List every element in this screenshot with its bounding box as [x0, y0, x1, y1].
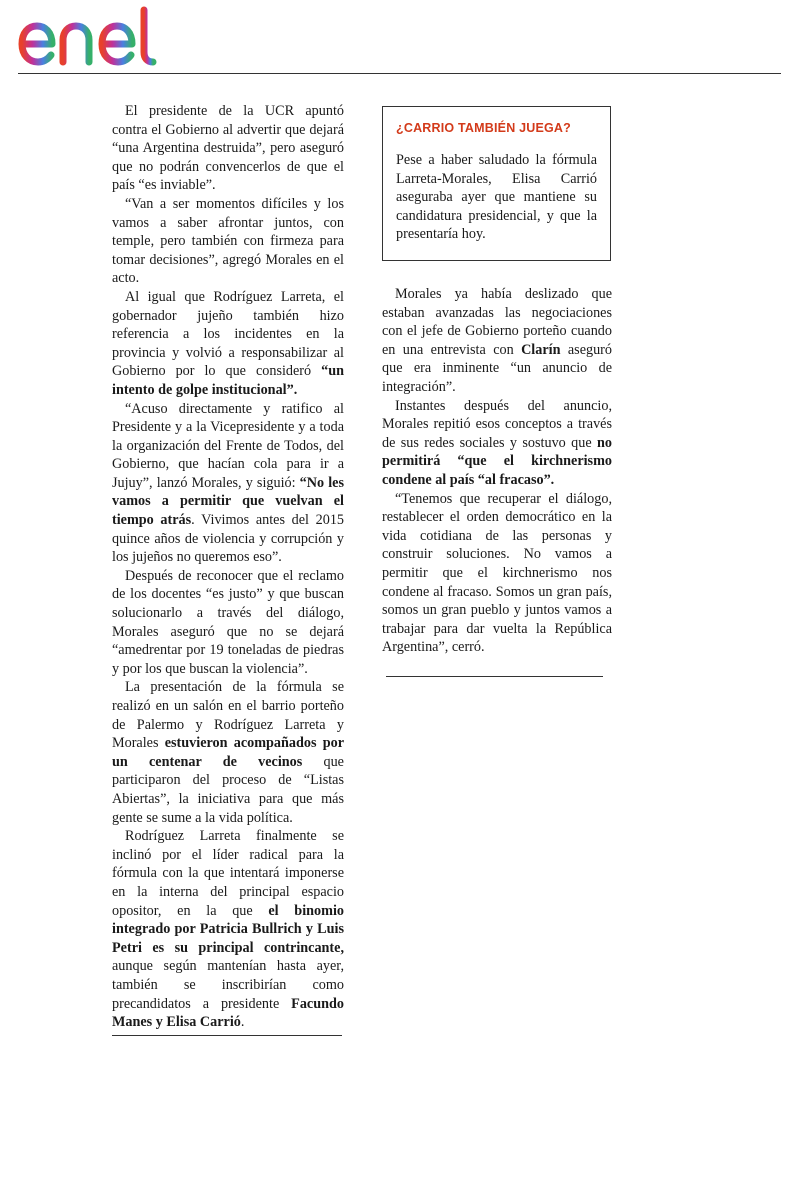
text-run: aunque según mantenían hasta ayer, también se inscribirían como precandidatos a presidente	[112, 958, 344, 1012]
text-run: El presidente de la UCR apuntó contra el Gobierno al advertir que dejará “una Argentina destruida”, pero aseguró que no podrán convencerlos de que el país “es inviable”.	[112, 103, 344, 194]
bold-text: el binomio integrado por Patricia Bullrich y Luis Petri es su principal contrincante,	[112, 902, 344, 956]
text-run: “Tenemos que recuperar el diálogo, restablecer el orden democrático en la vida cotidiana de las personas y construir soluciones. No vamos a permitir que el kirchnerismo nos condene al fracaso. Somos un gran país, somos un gran pueblo y juntos vamos a trabajar para dar vuelta la República Argentina”, cerró.	[382, 490, 612, 656]
bold-text: estuvieron acompañados por un centenar de vecinos	[112, 735, 344, 770]
article-paragraph	[112, 195, 344, 288]
text-run: . Vivimos antes del 2015 quince años de violencia y corrupción y los jujeños no queremos eso”.	[112, 512, 345, 566]
sidebar-title: ¿CARRIO TAMBIÉN JUEGA?	[396, 121, 571, 135]
sidebar-body: Pese a haber saludado la fórmula Larreta-Morales, Elisa Carrió aseguraba ayer que mantiene su candidatura presidencial, y que la presentaría hoy.	[396, 152, 597, 243]
article-paragraph	[382, 397, 612, 490]
sidebar-box	[382, 106, 611, 261]
header-divider	[18, 73, 781, 74]
bold-text: Clarín	[521, 341, 561, 358]
article-paragraph	[112, 567, 344, 679]
bold-text: no permitirá “que el kirchnerismo condene al país “al fracaso”.	[382, 434, 612, 488]
text-run: Morales ya había deslizado que estaban avanzadas las negociaciones con el jefe de Gobierno porteño cuando en una entrevista con	[382, 286, 612, 358]
text-run: “Acuso directamente y ratifico al Presidente y a la Vicepresidente y a toda la organización del Frente de Todos, del Gobierno, que hacían cola para ir a Jujuy”, lanzó Morales, y siguió:	[112, 400, 344, 491]
article-paragraph	[382, 285, 612, 397]
article-column-right	[382, 285, 612, 657]
text-run: Instantes después del anuncio, Morales repitió esos conceptos a través de sus redes sociales y sostuvo que	[382, 397, 612, 451]
article-paragraph	[112, 102, 344, 195]
article-paragraph	[112, 288, 344, 400]
enel-logo	[18, 6, 178, 68]
article-paragraph	[112, 400, 344, 567]
article-paragraph	[112, 827, 344, 1032]
text-run: “Van a ser momentos difíciles y los vamos a saber afrontar juntos, con temple, pero también con firmeza para tomar decisiones”, agregó Morales en el acto.	[112, 195, 344, 287]
logo-text: enel	[98, 66, 100, 67]
text-run: Al igual que Rodríguez Larreta, el gobernador jujeño también hizo referencia a los incidentes en la provincia y volvió a responsabilizar al Gobierno por lo que consideró	[112, 288, 344, 380]
article-column-left	[112, 102, 344, 1032]
bold-text: “No les vamos a permitir que vuelvan el tiempo atrás	[112, 474, 344, 529]
text-run: .	[240, 1014, 245, 1031]
text-run: La presentación de la fórmula se realizó en un salón en el barrio porteño de Palermo y Rodríguez Larreta y Morales	[112, 679, 344, 752]
text-run: Rodríguez Larreta finalmente se inclinó por el líder radical para la fórmula con la que intentará imponerse en la interna del principal espacio opositor, en la que	[112, 828, 344, 919]
text-run: Después de reconocer que el reclamo de los docentes “es justo” y que buscan solucionarlo a través del diálogo, Morales aseguró que no se dejará “amedrentar por 19 toneladas de piedras y por los que buscan la violencia”.	[112, 567, 344, 677]
article-paragraph	[382, 490, 612, 657]
bold-text: “un intento de golpe institucional”.	[112, 363, 344, 398]
text-run: que participaron del proceso de “Listas Abiertas”, la iniciativa para que más gente se sume a la vida política.	[112, 753, 344, 826]
text-run: aseguró que era inminente “un anuncio de integración”.	[382, 341, 612, 395]
article-paragraph	[112, 678, 344, 827]
column-end-rule	[112, 1035, 342, 1036]
bold-text: Facundo Manes y Elisa Carrió	[112, 995, 344, 1031]
column-end-rule	[386, 676, 603, 677]
